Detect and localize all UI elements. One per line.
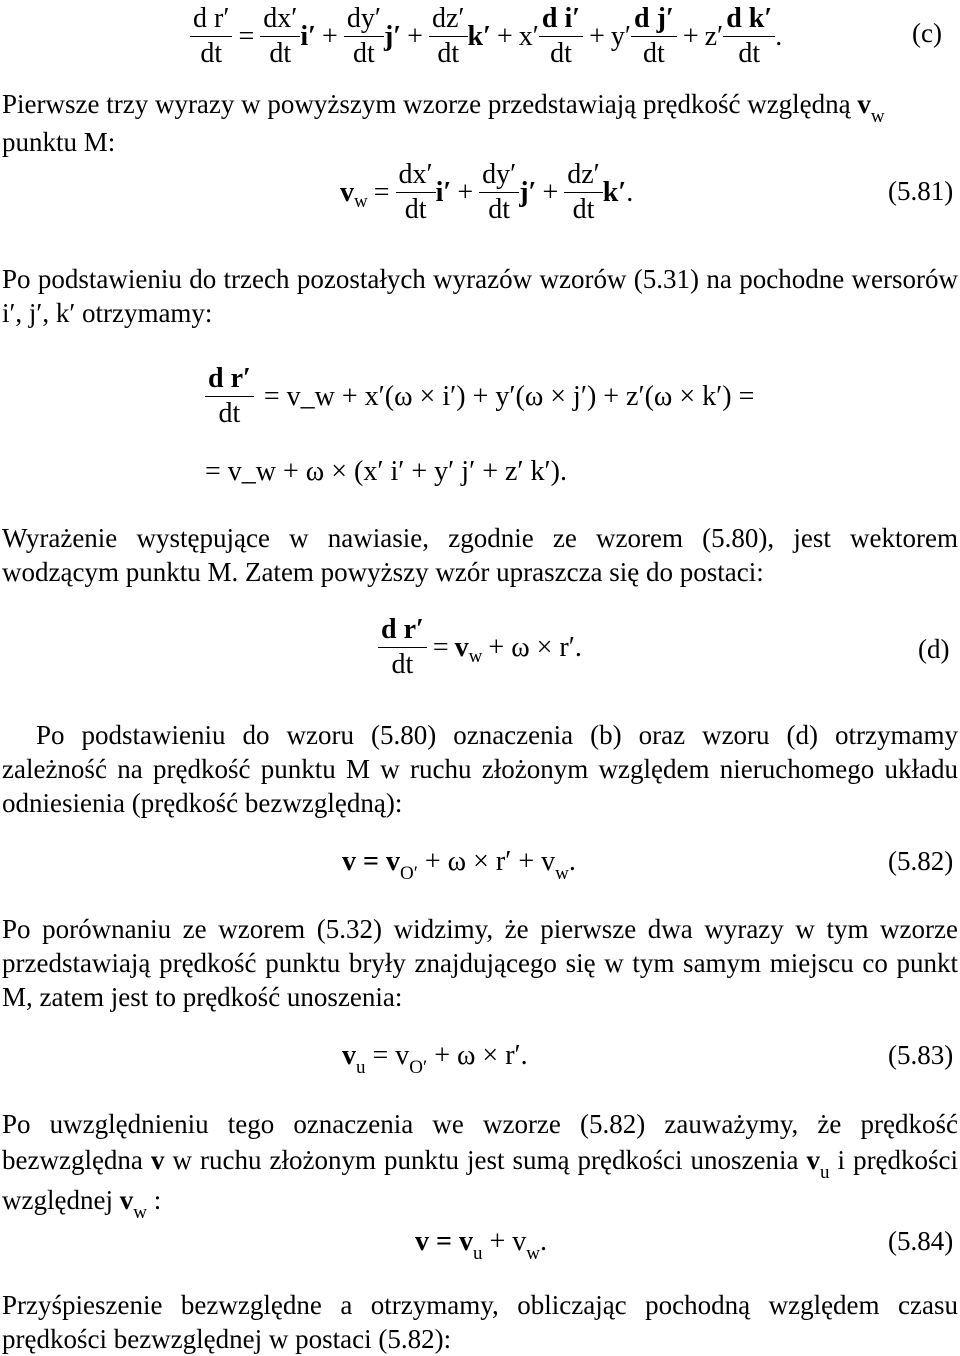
fraction: $\frac{dx'}{dt}$ (396, 158, 436, 227)
equation-tag: (5.84) (888, 1226, 954, 1256)
equation-tag: (5.83) (888, 1040, 954, 1070)
fraction: $\frac{dz'}{dt}$ (564, 158, 603, 227)
fraction: $\frac{dy'}{dt}$ (344, 2, 384, 71)
equation-d: $\frac{\text{d r′}}{dt}$ = v w + ω × r′. (378, 613, 582, 682)
paragraph: Po podstawieniu do wzoru (5.80) oznaczenia (b) oraz wzoru (d) otrzymamy zależność na prędkość punktu M w ruchu złożonym względem nieruchomego układu odniesienia (prędkość bezwzględną): (2, 720, 958, 818)
fraction: $\frac{\text{d r′}}{dt}$ (205, 362, 254, 431)
equation-tag: (5.82) (888, 846, 954, 876)
fraction: $\frac{dz'}{dt}$ (429, 2, 468, 71)
paragraph: Po porównaniu ze wzorem (5.32) widzimy, że pierwsze dwa wyrazy w tym wzorze przedstawiają prędkość punktu bryły znajdującego się w tym samym miejscu co punkt M, zatem jest to prędkość unoszenia: (2, 914, 958, 1012)
equation-long-line2: = v_w + ω × (x′ i′ + y′ j′ + z′ k′). (205, 456, 567, 487)
fraction: $\frac{\text{d i′}}{dt}$ (539, 2, 583, 71)
equation-long: $\frac{\text{d r′}}{dt}$ = v_w + x′(ω × i′) + y′(ω × j′) + z′(ω × k′) = (205, 362, 754, 431)
paragraph: Wyrażenie występujące w nawiasie, zgodnie ze wzorem (5.80), jest wektorem wodzącym punktu M. Zatem powyższy wzór upraszcza się do postaci: (2, 523, 958, 587)
fraction: $\frac{dx'}{dt}$ (260, 2, 300, 71)
paragraph: Pierwsze trzy wyrazy w powyższym wzorze przedstawiają prędkość względną $v_w$ punktu M: (2, 89, 885, 157)
fraction: $\frac{\text{d j′}}{dt}$ (631, 2, 677, 71)
paragraph: Przyśpieszenie bezwzględne a otrzymamy, obliczając pochodną względem czasu prędkości bezwzględnej w postaci (5.82): (2, 1290, 958, 1354)
equation-tag: (5.81) (888, 176, 954, 206)
fraction: $\frac{dy'}{dt}$ (479, 158, 519, 227)
fraction: $\frac{\text{d k′}}{dt}$ (723, 2, 775, 71)
equation-5-84: $v = v_u + v_w$. (415, 1226, 547, 1264)
fraction: $\frac{\text{d r′}}{dt}$ (190, 2, 232, 71)
equation-tag: (c) (912, 18, 942, 48)
equation-5-83: $v_u = v_{O'} + \omega \times r'$. (342, 1040, 528, 1078)
equation-tag: (d) (918, 634, 950, 664)
equation-c: $\frac{\text{d r′}}{dt}$ = $\frac{dx'}{dt}$ i′ + $\frac{dy'}{dt}$ j′ + $\frac{dz'}{dt}$ k′ + x′ $\frac{\text{d i′}}{dt}$ + y′ $\frac{\text{d j′}}{dt}$ + z′ $\frac{\text{d k′}}{dt}$ . (190, 2, 782, 71)
fraction: $\frac{\text{d r′}}{dt}$ (378, 613, 427, 682)
equation-5-81: v w = $\frac{dx'}{dt}$ i′ + $\frac{dy'}{dt}$ j′ + $\frac{dz'}{dt}$ k′ . (340, 159, 634, 225)
equation-5-82: $v = v_{O'} + \omega \times r' + v_w$. (342, 846, 576, 884)
paragraph: Po uwzględnieniu tego oznaczenia we wzorze (5.82) zauważymy, że prędkość bezwzględna v w ruchu złożonym punktu jest sumą prędkości unoszenia $v_u$ i prędkości względnej $v_w$ : (2, 1109, 959, 1223)
paragraph: Po podstawieniu do trzech pozostałych wyrazów wzorów (5.31) na pochodne wersorów i′, j′, k′ otrzymamy: (2, 264, 958, 328)
